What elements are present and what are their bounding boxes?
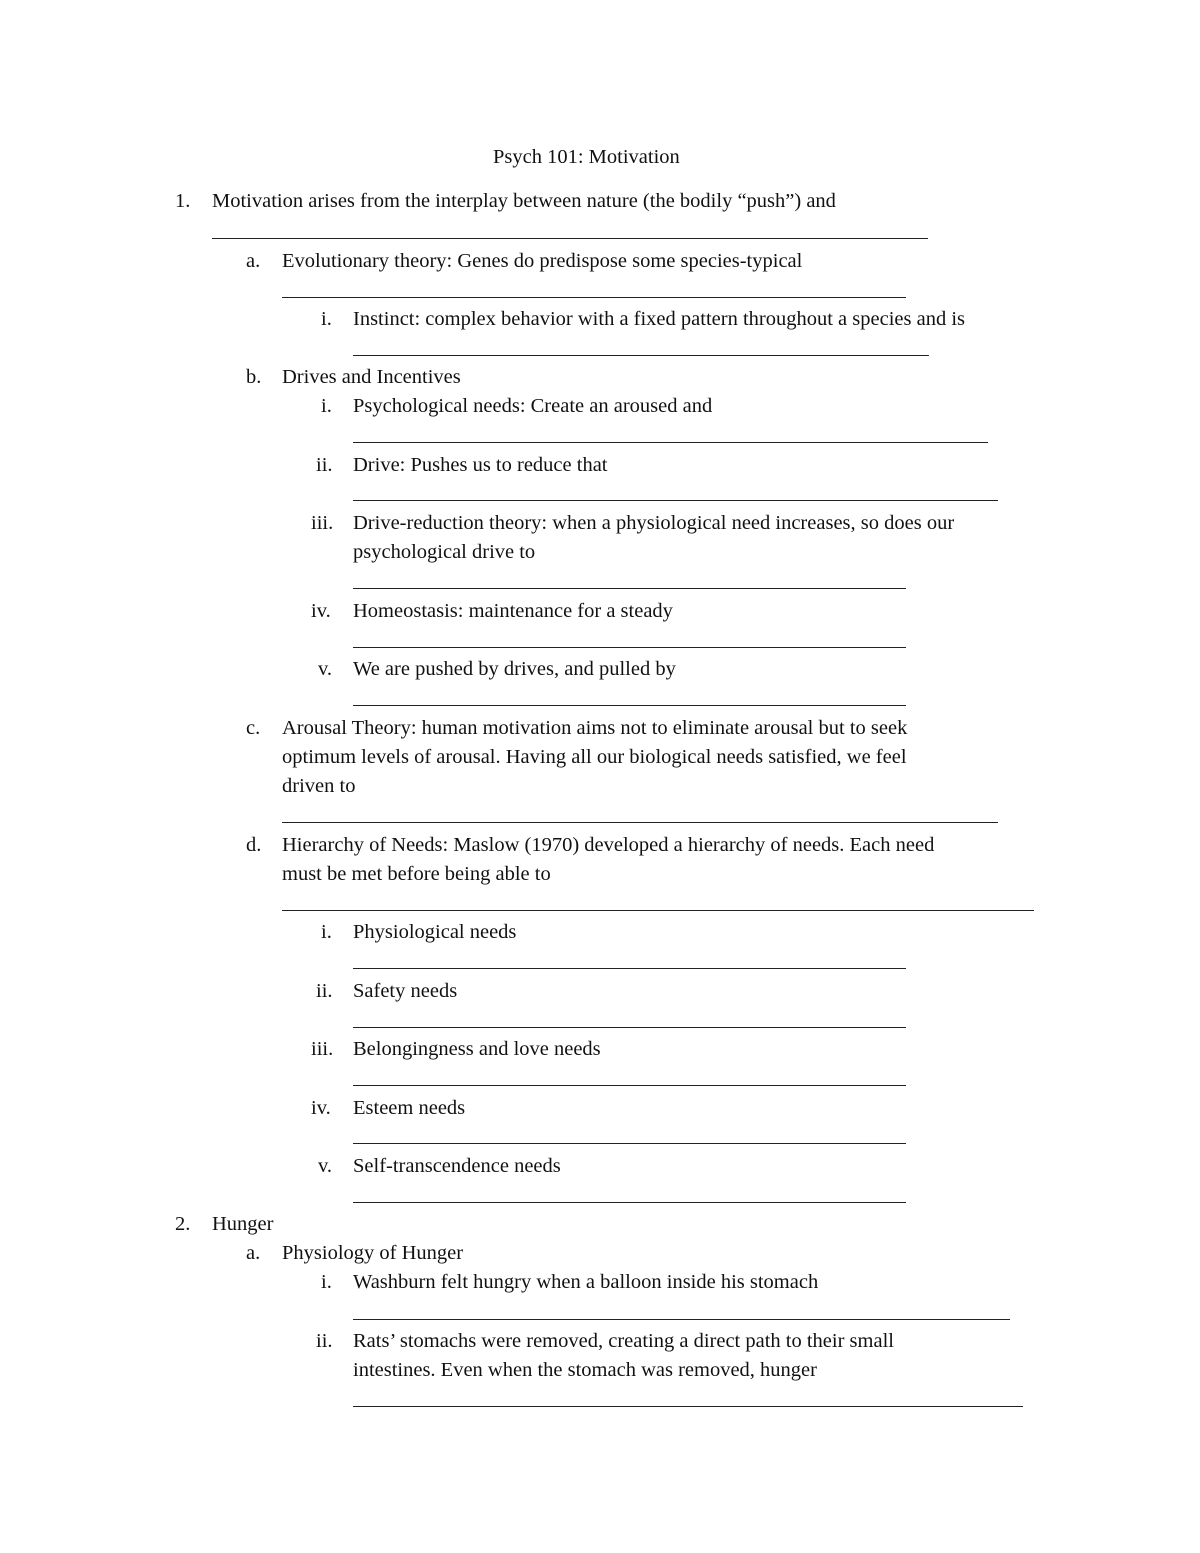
evolutionary-theory-text: Evolutionary theory: Genes do predispose some species-typical — [282, 250, 803, 272]
item-marker: v. — [318, 658, 333, 680]
drives-incentives-heading: Drives and Incentives — [282, 366, 461, 388]
item-marker: i. — [321, 308, 332, 330]
need-label: Esteem needs — [353, 1097, 466, 1119]
blank-line — [353, 705, 906, 706]
item-marker: ii. — [316, 454, 333, 476]
item-marker: b. — [246, 366, 262, 388]
item-marker: d. — [246, 834, 262, 856]
blank-line — [353, 1406, 1023, 1407]
item-marker: a. — [246, 1242, 261, 1264]
blank-line — [353, 1319, 1010, 1320]
need-label: Belongingness and love needs — [353, 1038, 601, 1060]
blank-line — [353, 968, 906, 969]
homeostasis-text: Homeostasis: maintenance for a steady — [353, 600, 673, 622]
item-marker: v. — [318, 1155, 333, 1177]
section-2-heading: Hunger — [212, 1213, 274, 1235]
item-marker: c. — [246, 717, 261, 739]
physiology-of-hunger-heading: Physiology of Hunger — [282, 1242, 464, 1264]
incentives-text: We are pushed by drives, and pulled by — [353, 658, 676, 680]
section-1-number: 1. — [175, 190, 191, 212]
blank-line — [353, 647, 906, 648]
blank-line — [282, 297, 906, 298]
item-marker: iv. — [311, 600, 331, 622]
hierarchy-of-needs-text: Hierarchy of Needs: Maslow (1970) developed a hierarchy of needs. Each need — [282, 834, 935, 856]
rats-stomach-text: intestines. Even when the stomach was removed, hunger — [353, 1359, 817, 1381]
arousal-theory-text: driven to — [282, 775, 356, 797]
page-title: Psych 101: Motivation — [493, 146, 680, 168]
drive-reduction-text: Drive-reduction theory: when a physiological need increases, so does our — [353, 512, 955, 534]
washburn-text: Washburn felt hungry when a balloon inside his stomach — [353, 1271, 819, 1293]
instinct-text: Instinct: complex behavior with a fixed pattern throughout a species and is — [353, 308, 965, 330]
blank-line — [353, 1202, 906, 1203]
drive-reduction-text: psychological drive to — [353, 541, 536, 563]
arousal-theory-text: optimum levels of arousal. Having all our biological needs satisfied, we feel — [282, 746, 907, 768]
blank-line — [353, 1085, 906, 1086]
item-marker: ii. — [316, 1330, 333, 1352]
drive-text: Drive: Pushes us to reduce that — [353, 454, 608, 476]
rats-stomach-text: Rats’ stomachs were removed, creating a direct path to their small — [353, 1330, 894, 1352]
arousal-theory-text: Arousal Theory: human motivation aims not to eliminate arousal but to seek — [282, 717, 908, 739]
blank-line — [353, 588, 906, 589]
item-marker: a. — [246, 250, 261, 272]
need-label: Self-transcendence needs — [353, 1155, 561, 1177]
item-marker: iii. — [311, 1038, 334, 1060]
section-1-text: Motivation arises from the interplay between nature (the bodily “push”) and — [212, 190, 836, 212]
section-2-number: 2. — [175, 1213, 191, 1235]
blank-line — [353, 1143, 906, 1144]
hierarchy-of-needs-text: must be met before being able to — [282, 863, 551, 885]
blank-line — [212, 238, 928, 239]
psychological-needs-text: Psychological needs: Create an aroused and — [353, 395, 713, 417]
blank-line — [353, 500, 998, 501]
blank-line — [353, 442, 988, 443]
item-marker: i. — [321, 1271, 332, 1293]
item-marker: iii. — [311, 512, 334, 534]
blank-line — [353, 355, 929, 356]
item-marker: ii. — [316, 980, 333, 1002]
item-marker: i. — [321, 395, 332, 417]
need-label: Physiological needs — [353, 921, 517, 943]
blank-line — [353, 1027, 906, 1028]
blank-line — [282, 822, 998, 823]
item-marker: i. — [321, 921, 332, 943]
need-label: Safety needs — [353, 980, 458, 1002]
blank-line — [282, 910, 1034, 911]
item-marker: iv. — [311, 1097, 331, 1119]
